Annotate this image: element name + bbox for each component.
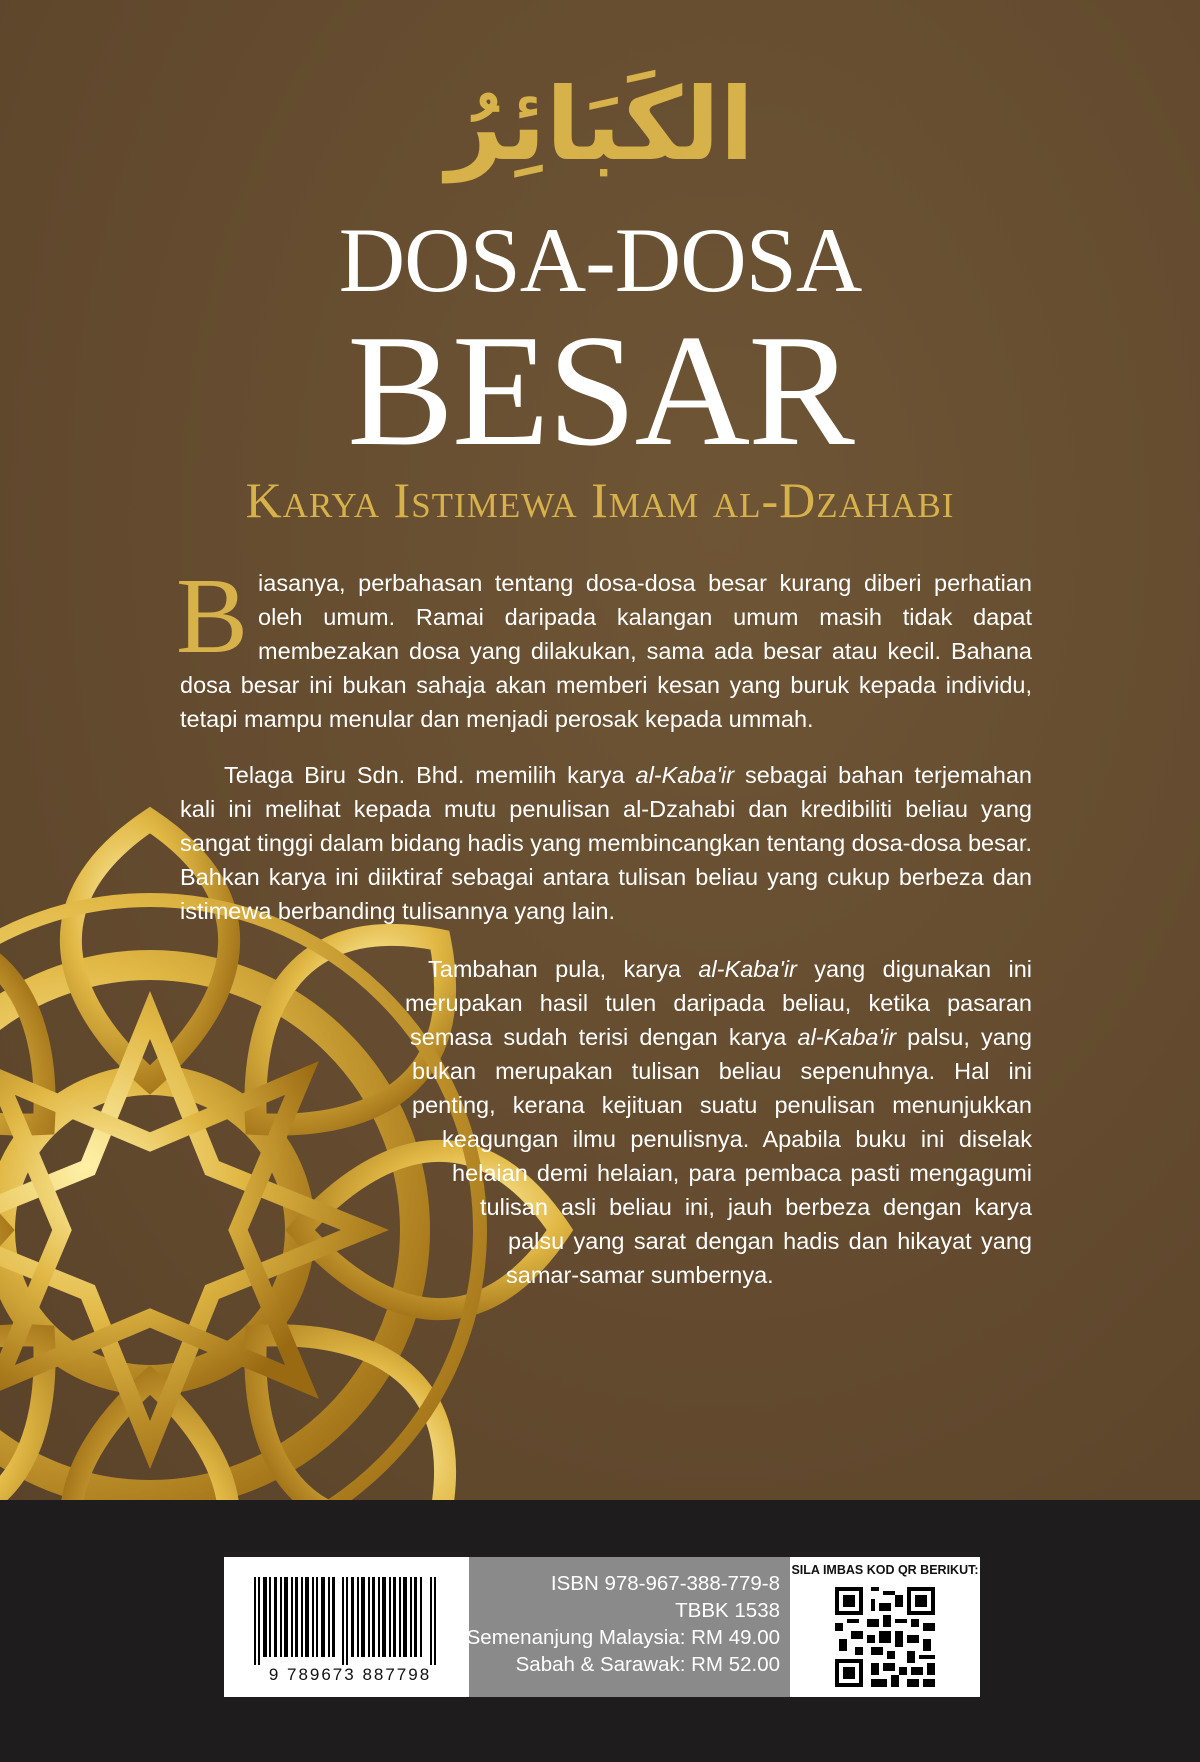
price-east-malaysia: Sabah & Sarawak: RM 52.00 — [515, 1653, 780, 1676]
p3-line — [452, 1156, 1032, 1190]
paragraph-2-book-title: al-Kaba'ir — [635, 762, 735, 788]
barcode-number: 9 789673 887798 — [268, 1665, 432, 1684]
p3-line — [410, 1020, 1032, 1054]
p3-line-text: merupakan hasil tulen daripada beliau, ketika pasaran — [405, 990, 1032, 1016]
p3-line-text: samar-samar sumbernya. — [506, 1262, 774, 1288]
paragraph-2 — [180, 758, 1032, 928]
p3-line — [506, 1258, 1032, 1292]
p3-line — [428, 952, 1032, 986]
p3-line — [412, 1054, 1032, 1088]
p3-line-text: helaian demi helaian, para pembaca pasti mengagumi — [452, 1160, 1032, 1186]
paragraph-1 — [176, 557, 1032, 736]
paragraph-2-after: sebagai bahan terjemahan kali ini melihat kepada mutu penulisan al-Dzahabi dan kredibiliti beliau yang sangat tinggi dalam bidang hadis yang membincangkan tentang dosa-dosa besar. Bahkan karya ini diiktiraf sebagai antara tulisan beliau yang cukup berbeza dan istimewa berbanding tulisannya yang lain. — [180, 762, 1032, 924]
p3-line — [508, 1224, 1032, 1258]
isbn-price-panel — [466, 1557, 790, 1697]
p3-line — [412, 1088, 1032, 1122]
barcode-panel — [224, 1557, 469, 1697]
dropcap-letter: B — [176, 557, 249, 676]
p3-line-text: keagungan ilmu penulisnya. Apabila buku ini diselak — [442, 1126, 1032, 1152]
title-line-1: DOSA-DOSA — [338, 209, 862, 311]
p3-line-text: palsu, yang — [896, 1024, 1032, 1050]
qr-label[interactable]: SILA IMBAS KOD QR BERIKUT: — [791, 1563, 979, 1577]
p3-line-text: Tambahan pula, karya — [428, 956, 699, 982]
title-line-2: BESAR — [347, 301, 853, 479]
catalog-code: TBBK 1538 — [675, 1599, 780, 1622]
price-peninsular: Semenanjung Malaysia: RM 49.00 — [466, 1626, 780, 1649]
qr-panel — [790, 1557, 980, 1697]
p3-line-text: yang digunakan ini — [796, 956, 1032, 982]
p3-line-text: semasa sudah terisi dengan karya — [410, 1024, 798, 1050]
qr-code-icon[interactable] — [835, 1587, 935, 1687]
paragraph-2-before: Telaga Biru Sdn. Bhd. memilih karya — [224, 762, 636, 788]
p3-line — [405, 986, 1032, 1020]
p3-book-title: al-Kaba'ir — [698, 956, 797, 982]
p3-line-text: penting, kerana kejituan suatu penulisan menunjukkan — [412, 1092, 1032, 1118]
subtitle: Karya Istimewa Imam al-Dzahabi — [245, 472, 955, 528]
p3-line — [442, 1122, 1032, 1156]
p3-line — [480, 1190, 1032, 1224]
paragraph-3 — [180, 952, 1032, 1292]
p3-book-title: al-Kaba'ir — [797, 1024, 897, 1050]
isbn: ISBN 978-967-388-779-8 — [550, 1572, 780, 1595]
p3-line-text: tulisan asli beliau ini, jauh berbeza dengan karya — [480, 1194, 1032, 1220]
p3-line-text: bukan merupakan tulisan beliau sepenuhnya. Hal ini — [412, 1058, 1032, 1084]
paragraph-1-text: iasanya, perbahasan tentang dosa-dosa besar kurang diberi perhatian oleh umum. Ramai daripada kalangan umum masih tidak dapat membezakan dosa yang dilakukan, sama ada besar atau kecil. Bahana dosa besar ini bukan sahaja akan memberi kesan yang buruk kepada individu, tetapi mampu menular dan menjadi perosak kepada ummah. — [180, 570, 1032, 732]
arabic-title: الكَبَائِرُ — [445, 66, 755, 183]
barcode-icon — [254, 1577, 439, 1665]
p3-line-text: palsu yang sarat dengan hadis dan hikayat yang — [508, 1228, 1032, 1254]
